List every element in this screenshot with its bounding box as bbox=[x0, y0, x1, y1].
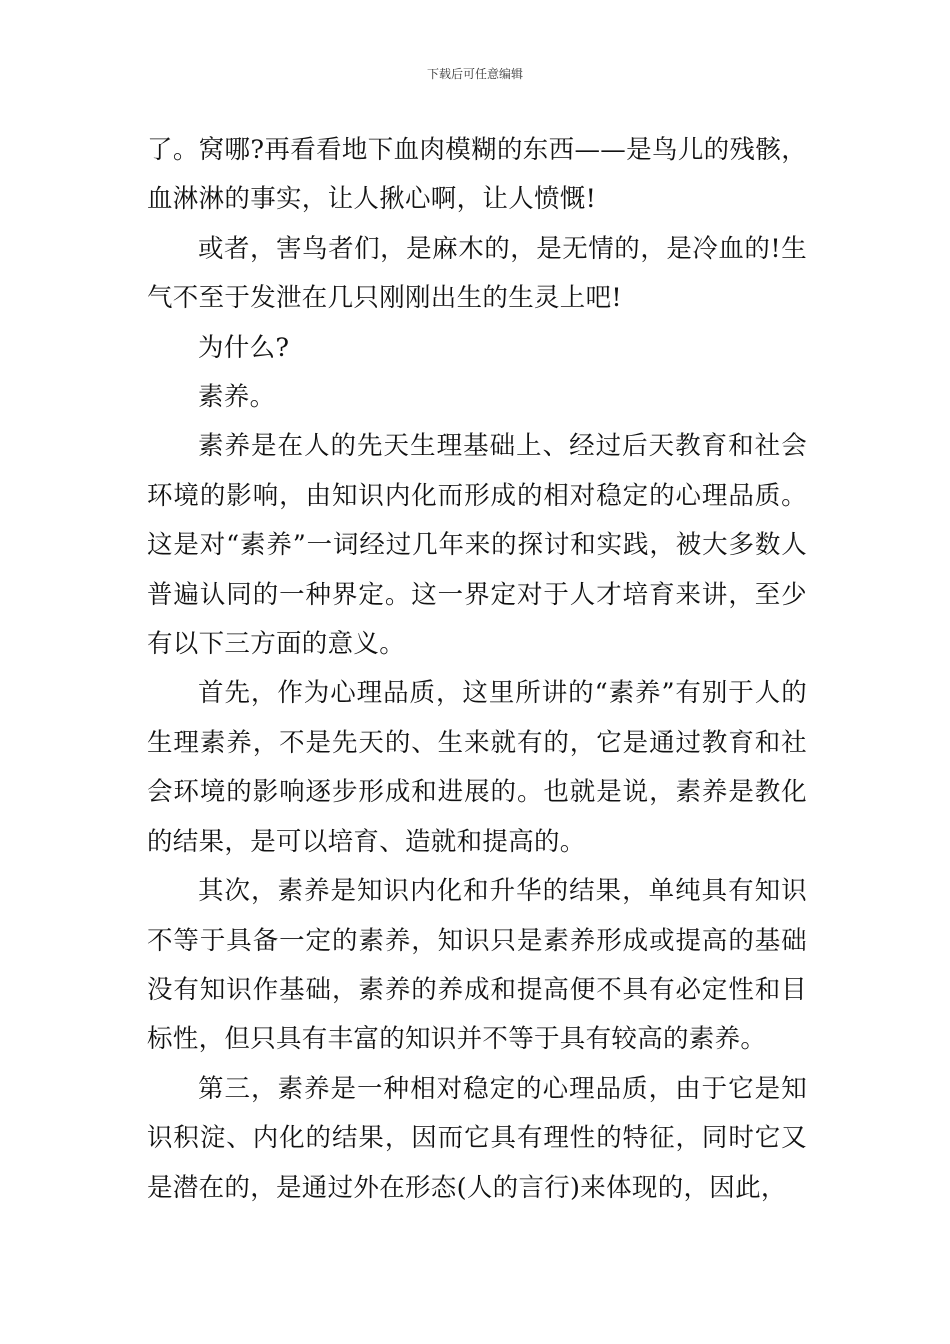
paragraph-1: 了。窝哪?再看看地下血肉模糊的东西——是鸟儿的残骸，血淋淋的事实，让人揪心啊，让人愤慨! bbox=[147, 135, 807, 215]
paragraph-2: 或者，害鸟者们，是麻木的，是无情的，是冷血的!生气不至于发泄在几只刚刚出生的生灵上吧! bbox=[147, 233, 807, 314]
paragraph-5: 素养是在人的先天生理基础上、经过后天教育和社会环境的影响，由知识内化而形成的相对稳定的心理品质。这是对“素养”一词经过几年来的探讨和实践，被大多数人普遍认同的一种界定。这一界定对于人才培育来讲，至少有以下三方面的意义。 bbox=[147, 431, 807, 660]
paragraph-3: 为什么? bbox=[198, 332, 290, 363]
paragraph-7: 其次，素养是知识内化和升华的结果，单纯具有知识不等于具备一定的素养，知识只是素养形成或提高的基础没有知识作基础，素养的养成和提高便不具有必定性和目标性，但只具有丰富的知识并不等于具有较高的素养。 bbox=[147, 876, 807, 1055]
document-body bbox=[147, 126, 807, 1213]
paragraph-6: 首先，作为心理品质，这里所讲的“素养”有别于人的生理素养，不是先天的、生来就有的，它是通过教育和社会环境的影响逐步形成和进展的。也就是说，素养是教化的结果，是可以培育、造就和提高的。 bbox=[147, 678, 807, 857]
paragraph-8: 第三，素养是一种相对稳定的心理品质，由于它是知识积淀、内化的结果，因而它具有理性的特征，同时它又是潜在的，是通过外在形态(人的言行)来体现的，因此， bbox=[147, 1073, 807, 1203]
page-header: 下载后可任意编辑 bbox=[426, 67, 523, 81]
paragraph-4: 素养。 bbox=[198, 382, 276, 413]
